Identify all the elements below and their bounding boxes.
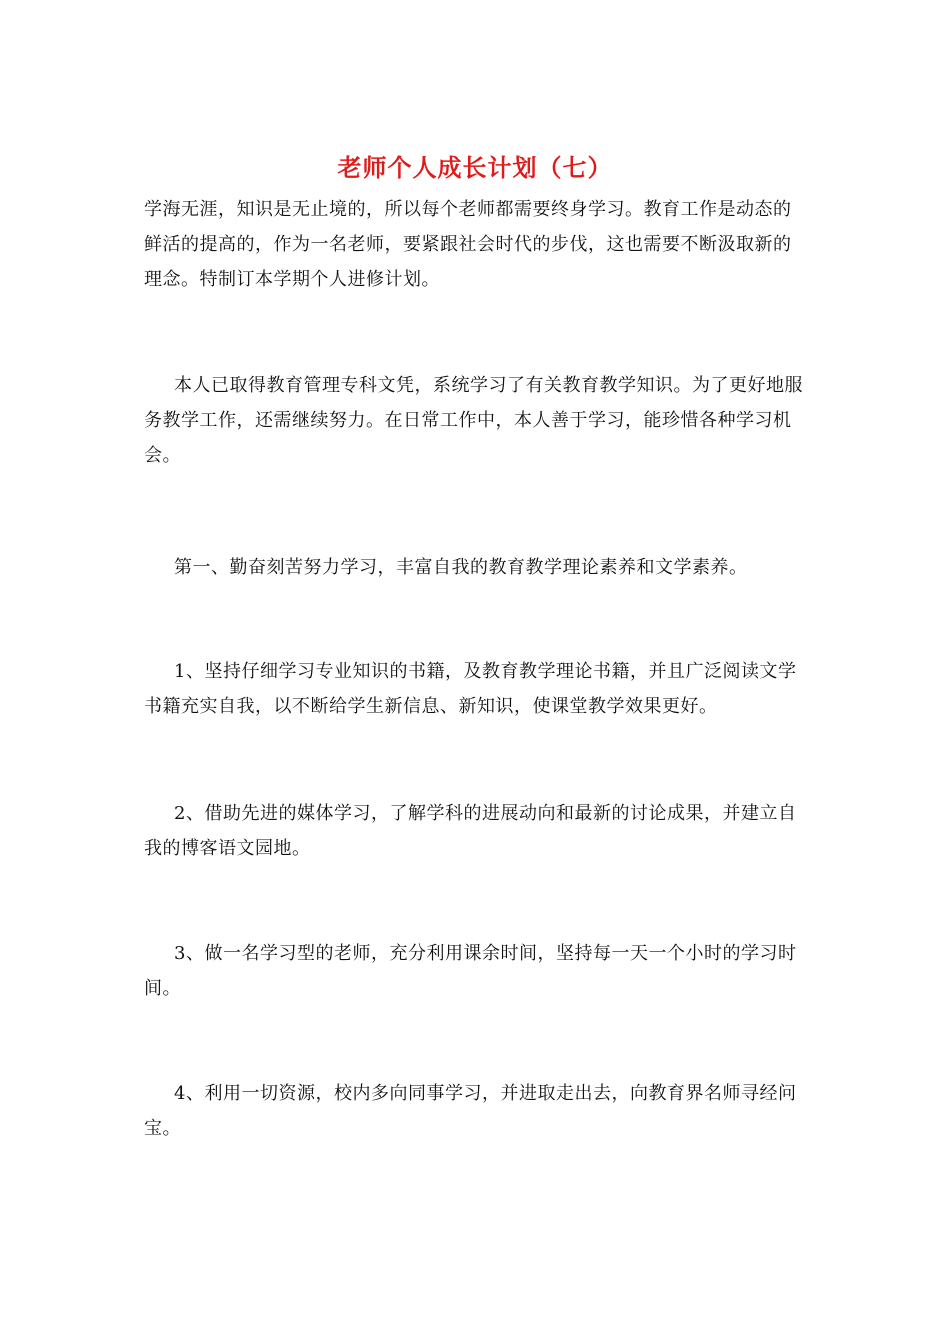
document-title: 老师个人成长计划（七）	[337, 153, 613, 182]
paragraph-background: 本人已取得教育管理专科文凭，系统学习了有关教育教学知识。为了更好地服务教学工作，还需继续努力。在日常工作中，本人善于学习，能珍惜各种学习机会。	[144, 375, 803, 466]
paragraph-item-2: 2、借助先进的媒体学习，了解学科的进展动向和最新的讨论成果，并建立自我的博客语文园地。	[144, 803, 797, 859]
paragraph-intro: 学海无涯，知识是无止境的，所以每个老师都需要终身学习。教育工作是动态的鲜活的提高的，作为一名老师，要紧跟社会时代的步伐，这也需要不断汲取新的理念。特制订本学期个人进修计划。	[144, 199, 792, 290]
paragraph-section-one: 第一、勤奋刻苦努力学习，丰富自我的教育教学理论素养和文学素养。	[174, 557, 748, 578]
paragraph-item-4: 4、利用一切资源，校内多向同事学习，并进取走出去，向教育界名师寻经问宝。	[144, 1083, 797, 1139]
paragraph-item-1: 1、坚持仔细学习专业知识的书籍，及教育教学理论书籍，并且广泛阅读文学书籍充实自我，以不断给学生新信息、新知识，使课堂教学效果更好。	[144, 661, 797, 717]
paragraph-item-3: 3、做一名学习型的老师，充分利用课余时间，坚持每一天一个小时的学习时间。	[144, 943, 797, 999]
